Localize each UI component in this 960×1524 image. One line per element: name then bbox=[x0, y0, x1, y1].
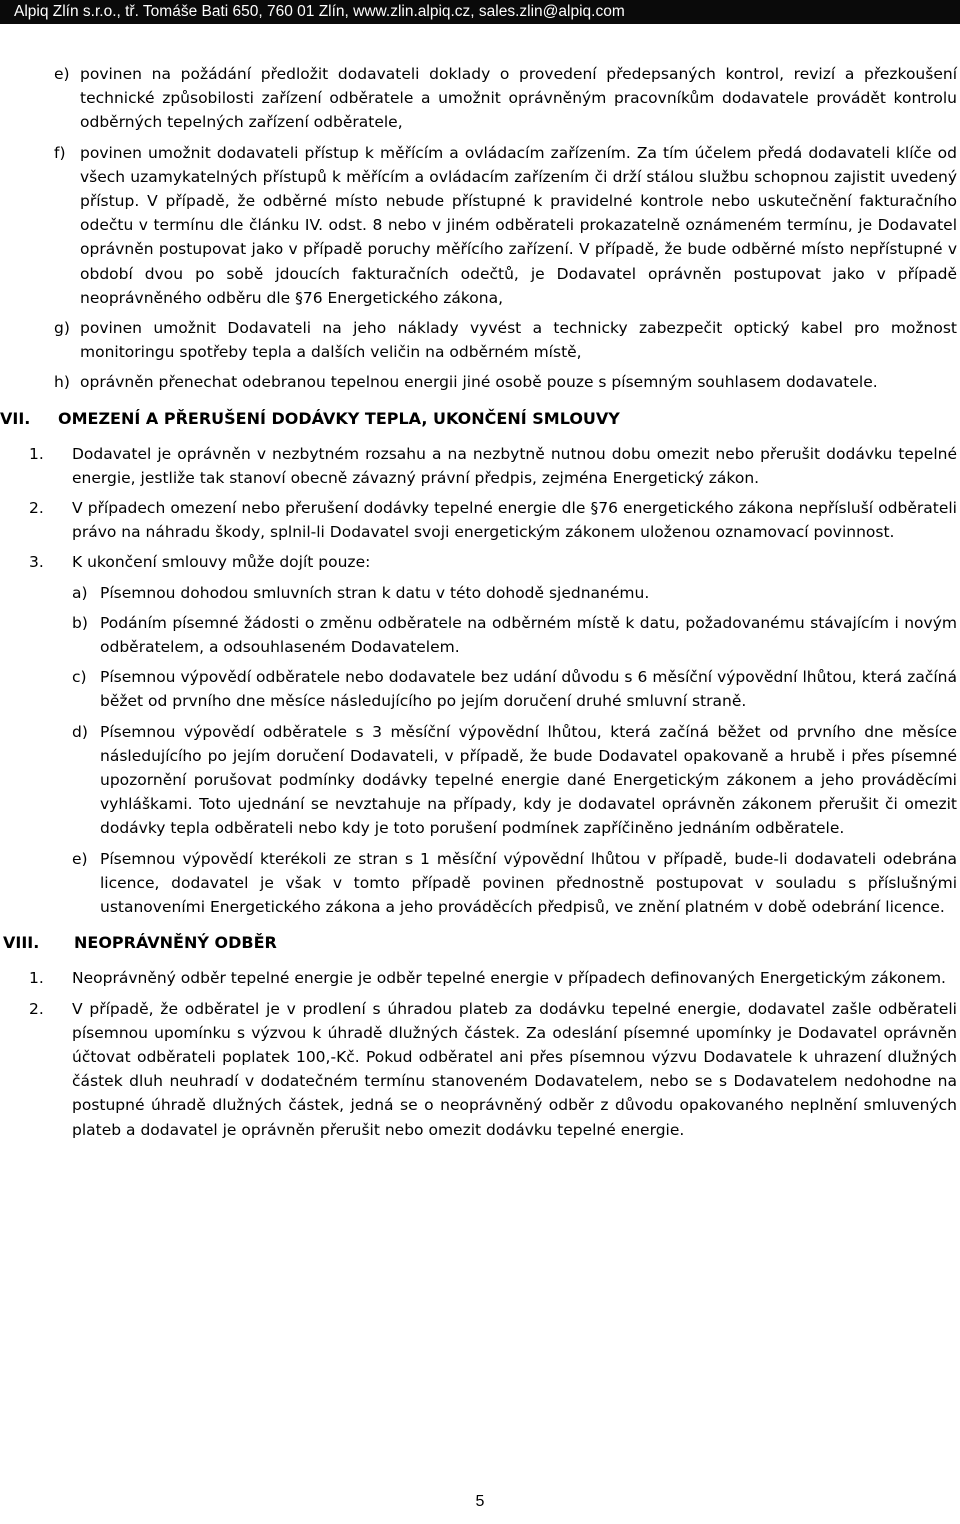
list-item-label: a) bbox=[72, 583, 88, 602]
list-item-text: Dodavatel je oprávněn v nezbytném rozsahu a na nezbytně nutnou dobu omezit nebo přerušit dodávku tepelné energie, jestliže tak stanoví obecně závazný právní předpis, zejména Energetický zákon. bbox=[72, 444, 957, 487]
list-item-h bbox=[54, 370, 957, 394]
sub-item-a bbox=[72, 581, 957, 605]
list-item-label: h) bbox=[54, 373, 70, 392]
list-item-text: Neoprávněný odběr tepelné energie je odběr tepelné energie v případech definovaných Energetickým zákonem. bbox=[72, 969, 946, 988]
sub-item-e bbox=[72, 847, 957, 920]
list-item-text: Písemnou dohodou smluvních stran k datu v této dohodě sjednanému. bbox=[100, 583, 650, 602]
list-item-label: 3. bbox=[29, 553, 44, 572]
document-header-bar bbox=[0, 0, 960, 24]
list-item-text: Písemnou výpovědí odběratele s 3 měsíční výpovědní lhůtou, která začíná běžet od prvního dne měsíce následujícího po jejím doručení Dodavateli, v případě, že bude Dodavatel opakovaně a hrubě i přes písemné upozornění porušovat podmínky dodávky tepelné energie dané Energetickým zákonem a jeho prováděcími vyhláškami. Toto ujednání se nevztahuje na případy, kdy je dodavatel oprávněn zákonem přerušit či omezit dodávky tepla odběrateli nebo kdy je toto porušení podmínek zapříčiněno jednáním odběratele. bbox=[100, 722, 957, 838]
section-heading-viii bbox=[0, 930, 960, 956]
list-item-label: 1. bbox=[29, 444, 44, 463]
list-item-label: g) bbox=[54, 319, 70, 338]
list-item-label: e) bbox=[72, 849, 88, 868]
list-item-e bbox=[54, 62, 957, 135]
list-item-label: f) bbox=[54, 143, 66, 162]
list-item-text: povinen umožnit dodavateli přístup k měřícím a ovládacím zařízením. Za tím účelem předá dodavateli klíče od všech uzamykatelných přístupů k měřícím a ovládacím zařízením či drží stálou službu schopnou zajistit uvedený přístup. V případě, že odběrné místo nebude přístupné k pravidelné kontrole nebo uskutečnění fakturačního odečtu v termínu dle článku IV. odst. 8 nebo v jiném odběrateli prokazatelně oznámeném termínu, je Dodavatel oprávněn postupovat jako v případě poruchy měřícího zařízení. V případě, že bude odběrné místo nepřístupné v období dvou po sobě jdoucích fakturačních odečtů, je Dodavatel oprávněn postupovat jako v případě neoprávněného odběru dle §76 Energetického zákona, bbox=[80, 143, 957, 307]
list-item-text: povinen na požádání předložit dodavateli doklady o provedení předepsaných kontrol, revizí a přezkoušení technické způsobilosti zařízení odběratele a umožnit oprávněným pracovníkům dodavatele provádět kontrolu odběrných tepelných zařízení odběratele, bbox=[80, 65, 957, 132]
list-item-label: d) bbox=[72, 722, 88, 741]
list-item-text: V případech omezení nebo přerušení dodávky tepelné energie dle §76 energetického zákona nepřísluší odběrateli právo na náhradu škody, splnil-li Dodavatel svoji energetickým zákonem uloženou oznamovací povinnost. bbox=[72, 499, 957, 542]
section-number: VIII. bbox=[3, 933, 40, 953]
sub-item-b bbox=[72, 611, 957, 659]
list-item-text: V případě, že odběratel je v prodlení s úhradou plateb za dodávku tepelné energie, dodavatel zašle odběrateli písemnou upomínku s výzvou k úhradě dlužných částek. Za odeslání písemné upomínky je Dodavatel oprávněn účtovat odběrateli poplatek 100,-Kč. Pokud odběratel ani přes písemnou výzvu Dodavatele k uhrazení dlužných částek dluh neuhradí v dodatečném termínu stanoveném Dodavatelem, nebo se s Dodavatelem nedohodne na postupné úhradě dlužných částek, jedná se o neoprávněný odběr z důvodu opakovaného neplnění smluvených plateb a dodavatel je oprávněn přerušit nebo omezit dodávku tepelné energie. bbox=[72, 999, 957, 1139]
list-item-label: c) bbox=[72, 668, 87, 687]
list-item-text: povinen umožnit Dodavateli na jeho náklady vyvést a technicky zabezpečit optický kabel pro možnost monitoringu spotřeby tepla a dalších veličin na odběrném místě, bbox=[80, 319, 957, 362]
numbered-item-1 bbox=[29, 966, 957, 990]
numbered-item-2 bbox=[29, 496, 957, 544]
list-item-g bbox=[54, 316, 957, 364]
list-item-label: 2. bbox=[29, 499, 44, 518]
numbered-item-3 bbox=[29, 550, 957, 574]
list-item-f bbox=[54, 141, 957, 310]
list-item-label: 2. bbox=[29, 999, 44, 1018]
header-contact-text: Alpiq Zlín s.r.o., tř. Tomáše Bati 650, 760 01 Zlín, www.zlin.alpiq.cz, sales.zlin@alpiq.com bbox=[14, 3, 625, 20]
numbered-item-2 bbox=[29, 997, 957, 1142]
list-item-text: Písemnou výpovědí odběratele nebo dodavatele bez udání důvodu s 6 měsíční výpovědní lhůtou, která začíná běžet od prvního dne měsíce následujícího po jejím doručení druhé smluvní straně. bbox=[100, 668, 957, 711]
numbered-item-1 bbox=[29, 442, 957, 490]
list-item-label: b) bbox=[72, 613, 88, 632]
list-item-text: Písemnou výpovědí kterékoli ze stran s 1 měsíční výpovědní lhůtou v případě, bude-li dodavateli odebrána licence, dodavatel je však v tomto případě povinen přednostně postupovat v souladu s příslušnými ustanoveními Energetického zákona a jeho prováděcích předpisů, ve znění platném v době odebrání licence. bbox=[100, 849, 957, 917]
list-item-text: K ukončení smlouvy může dojít pouze: bbox=[72, 553, 371, 572]
sub-item-d bbox=[72, 720, 957, 841]
section-title: NEOPRÁVNĚNÝ ODBĚR bbox=[74, 933, 277, 953]
list-item-text: Podáním písemné žádosti o změnu odběratele na odběrném místě k datu, požadovanému stávajícím i novým odběratelem, a odsouhlaseném Dodavatelem. bbox=[100, 613, 957, 657]
section-title: OMEZENÍ A PŘERUŠENÍ DODÁVKY TEPLA, UKONČENÍ SMLOUVY bbox=[58, 408, 620, 428]
section-number: VII. bbox=[0, 408, 31, 428]
document-body bbox=[0, 62, 960, 1148]
list-item-label: e) bbox=[54, 65, 70, 83]
page-number: 5 bbox=[475, 1493, 485, 1510]
section-heading-vii bbox=[0, 406, 960, 432]
list-item-label: 1. bbox=[29, 969, 44, 988]
list-item-text: oprávněn přenechat odebranou tepelnou energii jiné osobě pouze s písemným souhlasem dodavatele. bbox=[80, 373, 878, 392]
sub-item-c bbox=[72, 665, 957, 713]
